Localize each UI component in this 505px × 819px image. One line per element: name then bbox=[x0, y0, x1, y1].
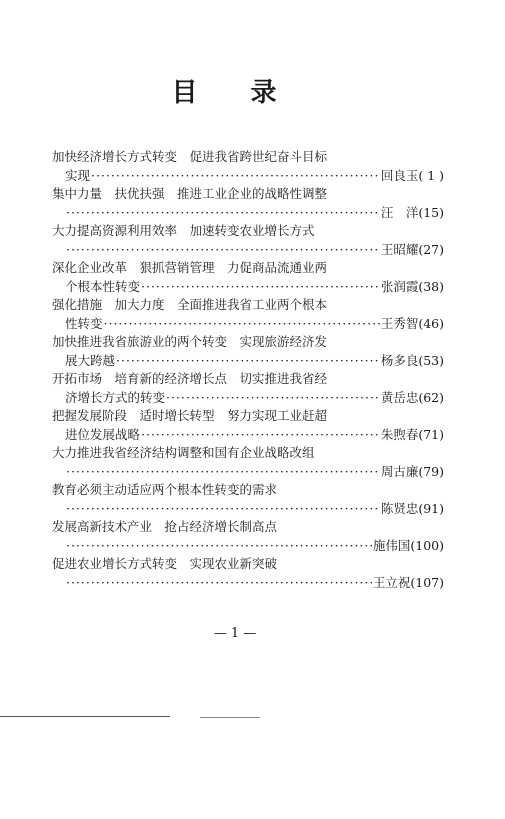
entry-page: (62) bbox=[418, 389, 444, 405]
entry-title-line-1: 大力提高资源利用效率 加速转变农业增长方式 bbox=[52, 223, 315, 238]
entry-author: 汪 洋 bbox=[380, 204, 419, 220]
entry-title-line-1: 促进农业增长方式转变 实现农业新突破 bbox=[52, 556, 278, 571]
dot-leader bbox=[141, 426, 380, 445]
dot-leader bbox=[116, 352, 380, 371]
toc-entry[interactable] bbox=[52, 555, 444, 592]
entry-author: 黄岳忠 bbox=[380, 389, 419, 405]
page-title: 目 录 bbox=[171, 78, 299, 108]
entry-title-line-1: 把握发展阶段 适时增长转型 努力实现工业赶超 bbox=[52, 408, 328, 423]
entry-title-line-1: 强化措施 加大力度 全面推进我省工业两个根本 bbox=[52, 297, 328, 312]
entry-page: (91) bbox=[418, 500, 444, 516]
dot-leader bbox=[66, 241, 380, 260]
entry-page: ( 1 ) bbox=[418, 167, 444, 183]
scan-artifact-line bbox=[200, 717, 260, 718]
entry-page: (79) bbox=[418, 463, 444, 479]
toc-entry[interactable] bbox=[52, 407, 444, 444]
entry-title-line-1: 发展高新技术产业 抢占经济增长制高点 bbox=[52, 519, 278, 534]
entry-author: 周古廉 bbox=[380, 463, 419, 479]
entry-page: (100) bbox=[410, 537, 444, 553]
entry-page: (15) bbox=[418, 204, 444, 220]
entry-page: (53) bbox=[418, 352, 444, 368]
table-of-contents bbox=[52, 148, 444, 592]
entry-title-line-2: 性转变 bbox=[65, 315, 103, 331]
toc-entry[interactable] bbox=[52, 444, 444, 481]
entry-title-line-1: 教育必须主动适应两个根本性转变的需求 bbox=[52, 482, 278, 497]
dot-leader bbox=[66, 204, 380, 223]
entry-author: 王秀智 bbox=[380, 315, 419, 331]
entry-page: (38) bbox=[418, 278, 444, 294]
scan-artifact-line bbox=[0, 716, 170, 717]
entry-author: 王立祝 bbox=[372, 574, 411, 590]
dot-leader bbox=[166, 389, 380, 408]
entry-title-line-1: 大力推进我省经济结构调整和国有企业战略改组 bbox=[52, 445, 315, 460]
entry-title-line-2: 个根本性转变 bbox=[65, 278, 141, 294]
toc-entry[interactable] bbox=[52, 481, 444, 518]
entry-title-line-2: 进位发展战略 bbox=[65, 426, 141, 442]
entry-title-line-2: 济增长方式的转变 bbox=[65, 389, 166, 405]
entry-author: 张润霞 bbox=[380, 278, 419, 294]
entry-title-line-1: 加快经济增长方式转变 促进我省跨世纪奋斗目标 bbox=[52, 149, 328, 164]
entry-title-line-2: 展大跨越 bbox=[65, 352, 116, 368]
dot-leader bbox=[66, 500, 380, 519]
toc-entry[interactable] bbox=[52, 148, 444, 185]
entry-title-line-1: 深化企业改革 狠抓营销管理 力促商品流通业两 bbox=[52, 260, 328, 275]
entry-page: (71) bbox=[418, 426, 444, 442]
entry-author: 陈贤忠 bbox=[380, 500, 419, 516]
entry-page: (46) bbox=[418, 315, 444, 331]
dot-leader bbox=[66, 537, 372, 556]
toc-entry[interactable] bbox=[52, 185, 444, 222]
toc-entry[interactable] bbox=[52, 222, 444, 259]
entry-page: (27) bbox=[418, 241, 444, 257]
entry-page: (107) bbox=[410, 574, 444, 590]
page-number: — 1 — bbox=[213, 626, 257, 641]
entry-author: 施伟国 bbox=[372, 537, 411, 553]
toc-entry[interactable] bbox=[52, 333, 444, 370]
entry-title-line-1: 开拓市场 培育新的经济增长点 切实推进我省经 bbox=[52, 371, 328, 386]
entry-title-line-1: 加快推进我省旅游业的两个转变 实现旅游经济发 bbox=[52, 334, 328, 349]
toc-entry[interactable] bbox=[52, 370, 444, 407]
entry-title-line-2: 实现 bbox=[65, 167, 91, 183]
entry-author: 朱煦春 bbox=[380, 426, 419, 442]
toc-entry[interactable] bbox=[52, 259, 444, 296]
entry-title-line-1: 集中力量 扶优扶强 推进工业企业的战略性调整 bbox=[52, 186, 328, 201]
dot-leader bbox=[66, 463, 380, 482]
toc-entry[interactable] bbox=[52, 296, 444, 333]
entry-author: 回良玉 bbox=[380, 167, 419, 183]
dot-leader bbox=[104, 315, 380, 334]
dot-leader bbox=[141, 278, 380, 297]
toc-entry[interactable] bbox=[52, 518, 444, 555]
entry-author: 王昭耀 bbox=[380, 241, 419, 257]
entry-author: 杨多良 bbox=[380, 352, 419, 368]
dot-leader bbox=[66, 574, 372, 593]
dot-leader bbox=[91, 167, 380, 186]
